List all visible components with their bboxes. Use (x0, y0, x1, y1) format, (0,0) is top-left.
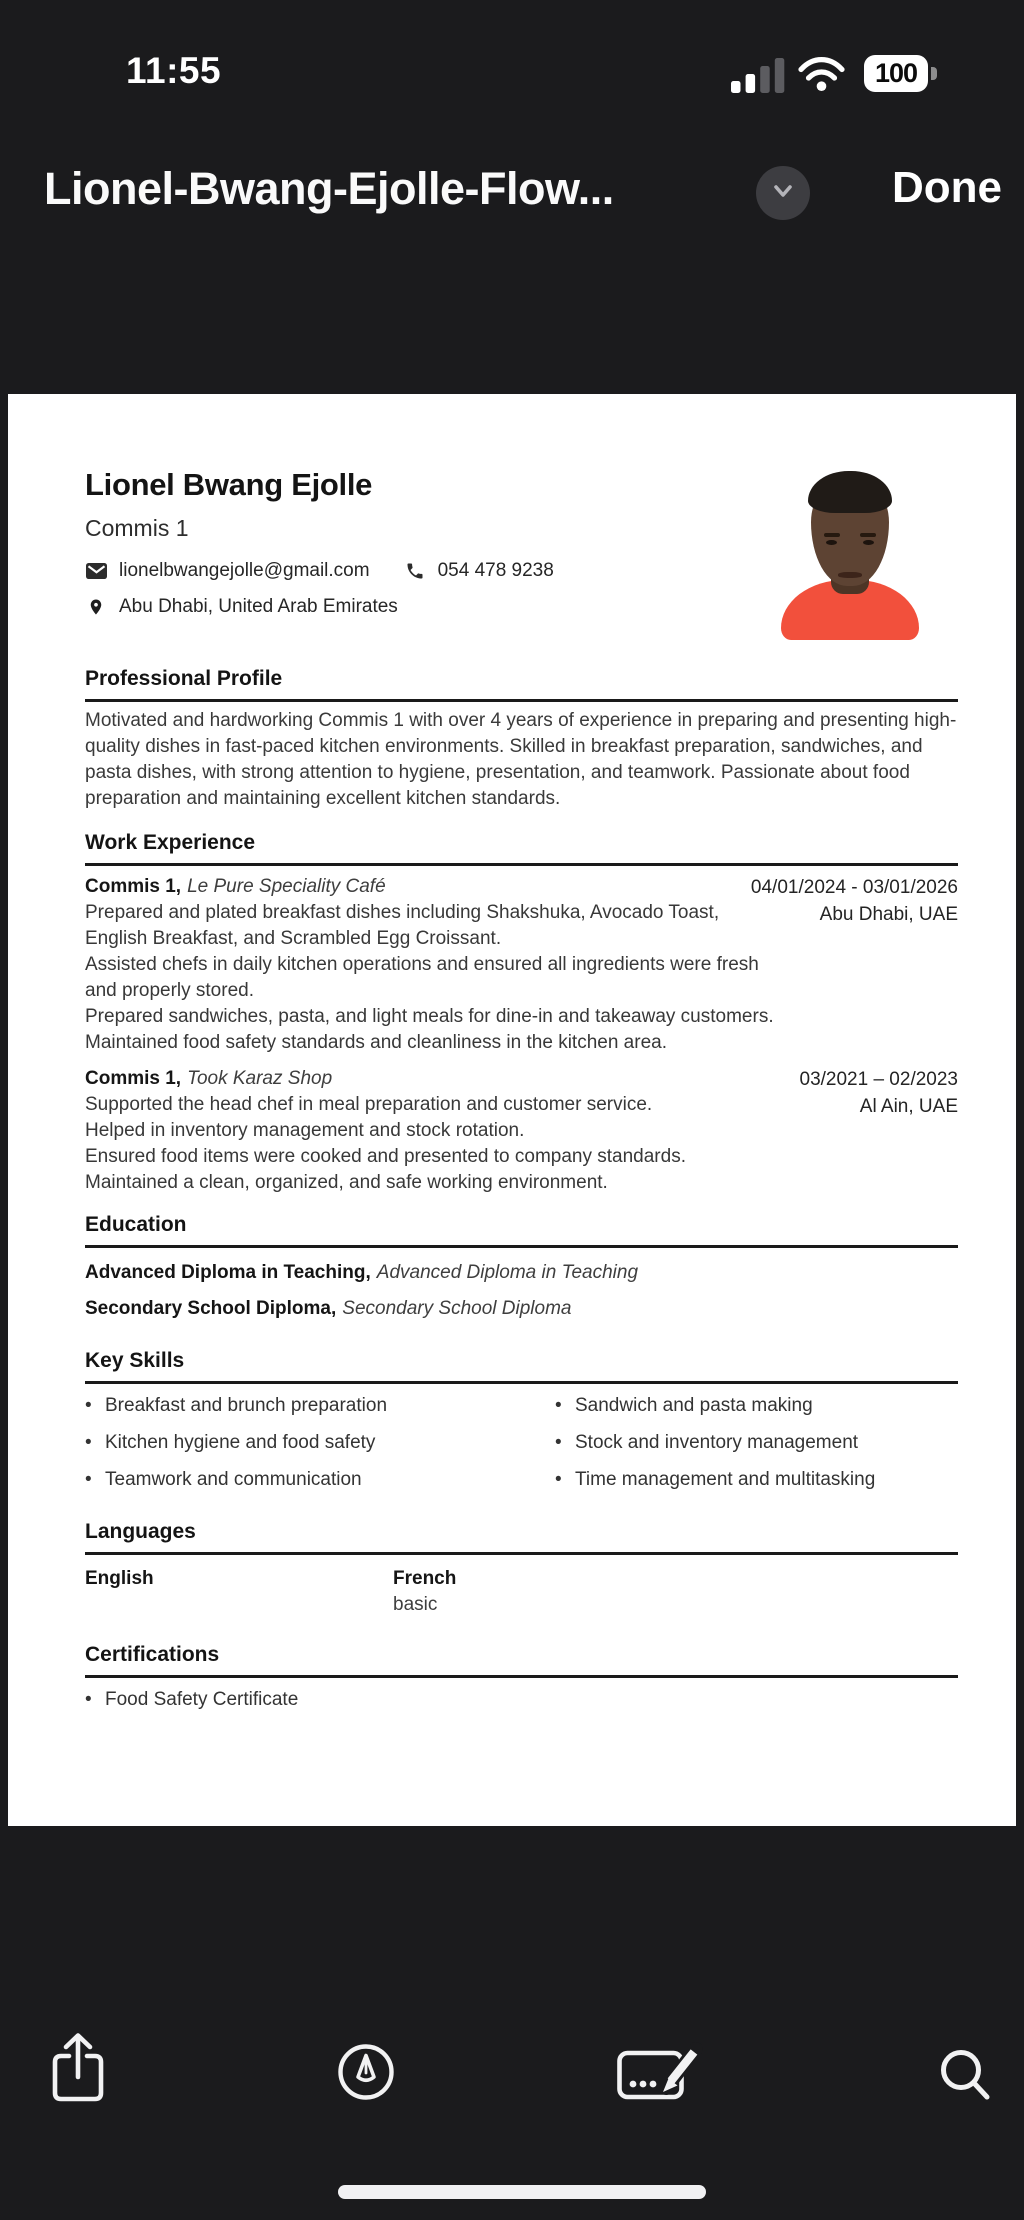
contact-phone: 054 478 9238 (437, 560, 554, 581)
wifi-icon (798, 57, 845, 97)
resume-content (8, 394, 1016, 1826)
skill-item: • Breakfast and brunch preparation (85, 1393, 555, 1419)
title-dropdown-button[interactable] (756, 166, 810, 220)
job-dates: 04/01/2024 - 03/01/2026 (750, 877, 958, 898)
education-detail: Secondary School Diploma (342, 1298, 572, 1319)
job-location: Al Ain, UAE (859, 1096, 958, 1117)
email-icon (85, 563, 107, 579)
job-line: Assisted chefs in daily kitchen operations and ensured all ingredients were fresh and properly stored. (85, 954, 759, 1001)
bullet-icon (85, 1393, 105, 1419)
fill-and-sign-icon (616, 2091, 712, 2108)
search-icon (936, 2091, 994, 2108)
markup-pen-icon (336, 2089, 396, 2106)
job-line: Prepared sandwiches, pasta, and light meals for dine-in and takeaway customers. (85, 1006, 774, 1027)
bullet-icon (85, 1687, 105, 1713)
section-rule (85, 1675, 958, 1678)
photo-hair (808, 471, 892, 513)
location-pin-icon (85, 596, 107, 618)
language-item: English (85, 1568, 154, 1589)
profile-photo (780, 468, 920, 640)
bullet-icon (555, 1430, 575, 1456)
search-button[interactable] (936, 2046, 994, 2109)
job-location: Abu Dhabi, UAE (819, 904, 958, 925)
section-heading: Education (85, 1213, 187, 1236)
markup-button[interactable] (336, 2042, 396, 2107)
job-line: Helped in inventory management and stock rotation. (85, 1120, 525, 1141)
section-certifications (85, 1642, 958, 1713)
share-icon (48, 2093, 108, 2110)
job-entry-2 (85, 1066, 958, 1196)
job-title: Commis 1, (85, 876, 182, 897)
section-rule (85, 1552, 958, 1555)
home-indicator[interactable] (338, 2185, 706, 2199)
bullet-icon (555, 1467, 575, 1493)
phone-icon (404, 561, 426, 581)
share-button[interactable] (48, 2030, 108, 2111)
education-detail: Advanced Diploma in Teaching (376, 1262, 639, 1283)
education-entry (85, 1296, 958, 1322)
job-entry-1 (85, 874, 958, 1056)
status-time: 11:55 (126, 50, 222, 91)
skill-item: • Teamwork and communication (85, 1467, 555, 1493)
skill-item: • Kitchen hygiene and food safety (85, 1430, 555, 1456)
skill-item: • Sandwich and pasta making (555, 1393, 958, 1419)
job-dates: 03/2021 – 02/2023 (799, 1069, 958, 1090)
section-heading: Professional Profile (85, 667, 283, 690)
section-work-experience (85, 830, 958, 1196)
section-heading: Work Experience (85, 831, 256, 854)
section-rule (85, 1381, 958, 1384)
document-page[interactable] (8, 394, 1016, 1826)
section-key-skills (85, 1348, 958, 1493)
cellular-signal-icon (731, 56, 785, 98)
job-company: Took Karaz Shop (187, 1068, 333, 1089)
done-button[interactable]: Done (892, 163, 1002, 212)
job-line: Ensured food items were cooked and presented to company standards. (85, 1146, 686, 1167)
battery-nub (931, 67, 937, 80)
job-line: Prepared and plated breakfast dishes including Shakshuka, Avocado Toast, English Breakfast, and Scrambled Egg Croissant. (85, 902, 720, 949)
section-heading: Languages (85, 1520, 196, 1543)
resume-name: Lionel Bwang Ejolle (85, 467, 373, 502)
education-degree: Advanced Diploma in Teaching, (85, 1262, 371, 1283)
bullet-icon (85, 1430, 105, 1456)
section-rule (85, 699, 958, 702)
profile-text: Motivated and hardworking Commis 1 with over 4 years of experience in preparing and presenting high-quality dishes in fast-paced kitchen environments. Skilled in breakfast preparation, sandwiches, and pasta dishes, with strong attention to hygiene, presentation, and teamwork. Passionate about food preparation and maintaining excellent kitchen standards. (85, 710, 957, 809)
section-professional-profile (85, 666, 958, 812)
skill-item: • Stock and inventory management (555, 1430, 958, 1456)
section-languages (85, 1519, 958, 1618)
job-company: Le Pure Speciality Café (187, 876, 386, 897)
battery-icon (864, 55, 928, 92)
job-title: Commis 1, (85, 1068, 182, 1089)
battery-percent: 100 (874, 58, 918, 88)
skill-item: • Time management and multitasking (555, 1467, 958, 1493)
job-line: Maintained food safety standards and cleanliness in the kitchen area. (85, 1032, 667, 1053)
document-title: Lionel-Bwang-Ejolle-Flow... (44, 163, 614, 214)
education-degree: Secondary School Diploma, (85, 1298, 337, 1319)
bullet-icon (555, 1393, 575, 1419)
section-education (85, 1212, 958, 1322)
job-line: Maintained a clean, organized, and safe working environment. (85, 1172, 608, 1193)
section-heading: Key Skills (85, 1349, 185, 1372)
certification-item: • Food Safety Certificate (85, 1687, 958, 1713)
resume-job-title: Commis 1 (85, 515, 189, 541)
contact-email: lionelbwangejolle@gmail.com (119, 560, 370, 581)
section-rule (85, 1245, 958, 1248)
section-heading: Certifications (85, 1643, 220, 1666)
language-item: French basic (393, 1568, 457, 1615)
contact-location: Abu Dhabi, United Arab Emirates (119, 596, 398, 617)
job-line: Supported the head chef in meal preparation and customer service. (85, 1094, 653, 1115)
section-rule (85, 863, 958, 866)
bullet-icon (85, 1467, 105, 1493)
fill-and-sign-button[interactable] (616, 2036, 712, 2109)
education-entry (85, 1260, 958, 1286)
chevron-down-icon (769, 177, 797, 210)
